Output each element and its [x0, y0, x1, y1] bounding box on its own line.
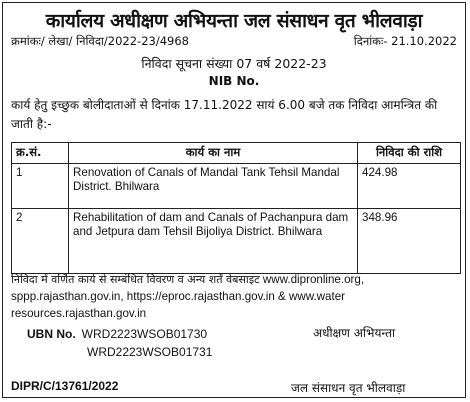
ubn-line-1: [27, 327, 207, 341]
header-sno: क्र.सं.: [12, 143, 69, 164]
row-sno: 2: [12, 209, 69, 274]
notice-date: दिनांकः- 21.10.2022: [353, 34, 457, 48]
header-amount: निविदा की राशि: [358, 143, 461, 164]
ubn-number-2: WRD2223WSOB01731: [87, 345, 213, 359]
details-paragraph: [11, 271, 463, 322]
row-sno: 1: [12, 164, 69, 209]
table-row: [12, 164, 461, 209]
details-hindi: निविदा में वर्णित कार्य से सम्बंधित विवरण व अन्य शर्तें वेबसाइट: [11, 273, 260, 286]
notice-number: निविदा सूचना संख्या 07 वर्ष 2022-23: [141, 56, 327, 71]
row-work-name: Renovation of Canals of Mandal Tank Tehsil Mandal District. Bhilwara: [69, 164, 358, 209]
intro-paragraph: [11, 96, 461, 134]
tender-notice: [2, 2, 466, 398]
intro-text: कार्य हेतु इच्छुक बोलीदाताओं से दिनांक 17.11.2022 सायं 6.00 बजे तक निविदा आमन्त्रित की जाती है:-: [11, 98, 438, 131]
reference-number: क्रमांकः/ लेखा/ निविदा/2022-23/4968: [11, 34, 189, 48]
works-table: [11, 142, 461, 274]
header-work-name: कार्य का नाम: [69, 143, 358, 164]
details-websites: www.dipronline.org, sppp.rajasthan.gov.in, https://eproc.rajasthan.gov.in & www.water resources.rajasthan.gov.in: [11, 273, 365, 320]
signatory-designation: अधीक्षण अभियन्ता: [313, 326, 396, 340]
row-amount: 348.96: [358, 209, 461, 274]
ubn-number-1: WRD2223WSOB01730: [81, 327, 208, 341]
ubn-label: UBN No.: [27, 327, 76, 341]
dipr-number: DIPR/C/13761/2022: [11, 379, 119, 393]
office-title: कार्यालय अधीक्षण अभियन्ता जल संसाधन वृत भीलवाड़ा: [45, 10, 423, 32]
table-header-row: [12, 143, 461, 164]
nib-number: NIB No.: [208, 74, 260, 88]
signatory-office: जल संसाधन वृत भीलवाड़ा: [291, 381, 406, 395]
row-work-name: Rehabilitation of dam and Canals of Pachanpura dam and Jetpura dam Tehsil Bijoliya District. Bhilwara: [69, 209, 358, 274]
table-row: [12, 209, 461, 274]
row-amount: 424.98: [358, 164, 461, 209]
